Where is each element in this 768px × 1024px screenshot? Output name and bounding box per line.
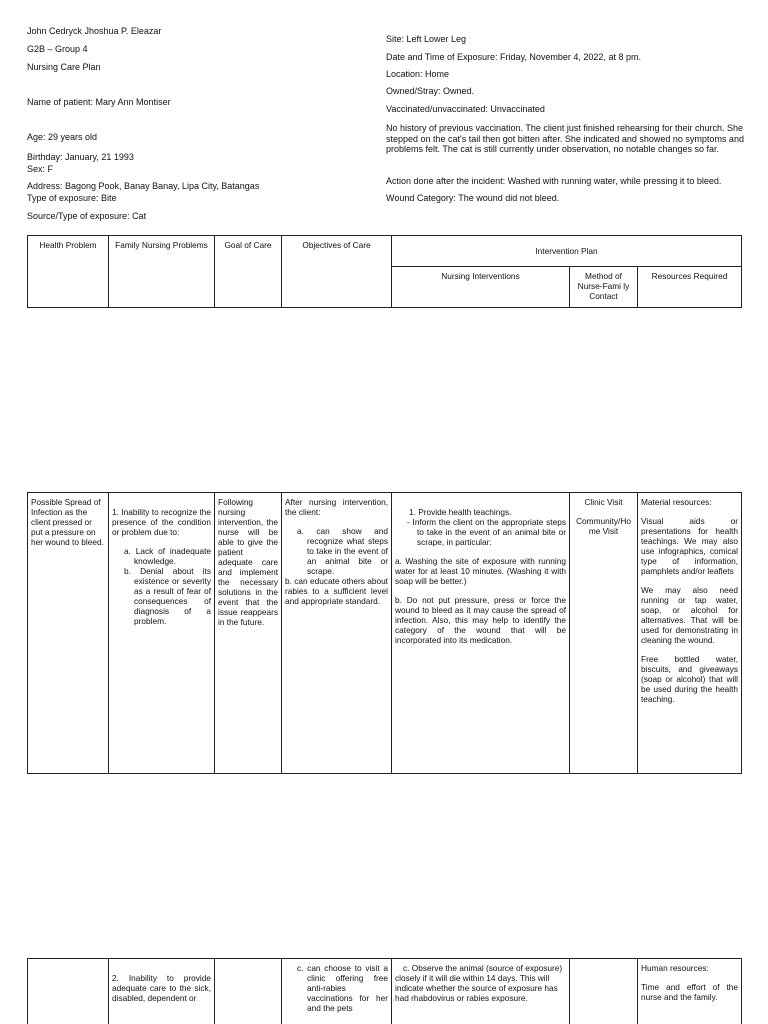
care-plan-row-2: [27, 958, 742, 1024]
family-problems-cell-2: [109, 959, 215, 1024]
resource-visual-aids: Visual aids or presentations for health teachings. We may also use infographics, comical type of information, pamphlets and/or leaflets: [641, 516, 738, 576]
action-after-incident: Action done after the incident: Washed with running water, while pressing it to bleed.: [386, 176, 722, 186]
method-of-contact-cell-2: [570, 959, 638, 1024]
method-home-visit: Community/Ho me Visit: [576, 516, 631, 536]
col-method-of-contact: Method of Nurse-Fami ly Contact: [570, 267, 638, 308]
group-label: G2B – Group 4: [27, 44, 88, 54]
col-health-problem: Health Problem: [28, 236, 109, 308]
patient-birthday: Birthday: January, 21 1993: [27, 152, 134, 162]
objective-a: a. can show and recognize what steps to take in the event of an animal bite or scrape.: [297, 526, 388, 576]
incident-history: No history of previous vaccination. The client just finished rehearsing for their church. She stepped on the cat's tail then got bitten after. She indicated and showed no symptoms and problems felt. The cat is still currently under observation, no notable changes so far.: [386, 123, 744, 154]
health-problem-cell-2: [28, 959, 109, 1024]
family-problem-1: 1. Inability to recognize the presence of the condition or problem due to:: [112, 507, 211, 537]
family-problem-2: 2. Inability to provide adequate care to the sick, disabled, dependent or: [112, 973, 211, 1003]
intervention-1: 1. Provide health teachings.: [409, 507, 512, 517]
material-resources-title: Material resources:: [641, 497, 712, 507]
goal-of-care-cell-2: [215, 959, 282, 1024]
family-problem-1a: a. Lack of inadequate knowledge.: [124, 546, 211, 566]
author-name: John Cedryck Jhoshua P. Eleazar: [27, 26, 162, 36]
objectives-cell-2: [282, 959, 392, 1024]
objectives-cell: [282, 493, 392, 774]
human-resources-title: Human resources:: [641, 963, 709, 973]
nursing-interventions-cell-2: [392, 959, 570, 1024]
patient-address: Address: Bagong Pook, Banay Banay, Lipa City, Batangas: [27, 181, 260, 191]
resource-water-soap: We may also need running or tap water, soap, or alcohol for alternatives. That will be used for demonstrating in cleaning the wound.: [641, 585, 738, 645]
care-plan-row-1: [27, 492, 742, 774]
goal-of-care-text: Following nursing intervention, the nurse will be able to give the patient adequate care and implement the necessary solutions in the event that the issue reappears in the future.: [218, 497, 278, 627]
health-problem-text: Possible Spread of Infection as the client pressed or put a pressure on her wound to bleed.: [31, 497, 104, 547]
exposure-site: Site: Left Lower Leg: [386, 34, 467, 44]
care-plan-header-table: [27, 235, 742, 308]
nursing-interventions-cell: [392, 493, 570, 774]
col-intervention-plan: Intervention Plan: [392, 236, 742, 267]
objective-b: b. can educate others about rabies to a sufficient level and appropriate standard.: [285, 576, 388, 606]
method-of-contact-cell: [570, 493, 638, 774]
col-goal-of-care: Goal of Care: [215, 236, 282, 308]
col-resources-required: Resources Required: [638, 267, 742, 308]
family-problems-cell: [109, 493, 215, 774]
intervention-b: b. Do not put pressure, press or force the wound to bleed as it may cause the spread of infection. Also, this may help to identify the category of the wound that will be incorporated into its medication.: [395, 595, 566, 645]
objectives-intro: After nursing intervention, the client:: [285, 497, 388, 517]
exposure-datetime: Date and Time of Exposure: Friday, November 4, 2022, at 8 pm.: [386, 52, 641, 62]
intervention-a: a. Washing the site of exposure with running water for at least 10 minutes. (Washing it with soap will be better.): [395, 556, 566, 586]
patient-name: Name of patient: Mary Ann Montiser: [27, 97, 171, 107]
patient-sex: Sex: F: [27, 164, 54, 174]
col-objectives-of-care: Objectives of Care: [282, 236, 392, 308]
health-problem-cell: [28, 493, 109, 774]
col-nursing-interventions: Nursing Interventions: [392, 267, 570, 308]
col-family-nursing-problems: Family Nursing Problems: [109, 236, 215, 308]
goal-of-care-cell: [215, 493, 282, 774]
owned-stray: Owned/Stray: Owned.: [386, 86, 475, 96]
objective-c: c. can choose to visit a clinic offering free anti-rabies vaccinations for her and the pets: [297, 963, 388, 1013]
resources-cell-2: [638, 959, 742, 1024]
wound-category: Wound Category: The wound did not bleed.: [386, 193, 560, 203]
exposure-type: Type of exposure: Bite: [27, 193, 117, 203]
resources-cell: [638, 493, 742, 774]
resource-giveaways: Free bottled water, biscuits, and giveaways (soap or alcohol) that will be used during the health teaching.: [641, 654, 738, 704]
vaccination-status: Vaccinated/unvaccinated: Unvaccinated: [386, 104, 545, 114]
document-title: Nursing Care Plan: [27, 62, 101, 72]
intervention-c: c. Observe the animal (source of exposure) closely if it will die within 14 days. This will indicate whether the source of exposure has had rhabdovirus or rabies exposure.: [395, 963, 563, 1003]
intervention-1-detail: - Inform the client on the appropriate steps to take in the event of an animal bite or scrape, in particular:: [407, 517, 566, 547]
resource-time-effort: Time and effort of the nurse and the family.: [641, 982, 738, 1002]
family-problem-1b: b. Denial about its existence or severity as a result of fear of consequences of diagnosis of a problem.: [124, 566, 211, 626]
method-clinic-visit: Clinic Visit: [584, 497, 623, 507]
exposure-source: Source/Type of exposure: Cat: [27, 211, 147, 221]
exposure-location: Location: Home: [386, 69, 450, 79]
patient-age: Age: 29 years old: [27, 132, 98, 142]
